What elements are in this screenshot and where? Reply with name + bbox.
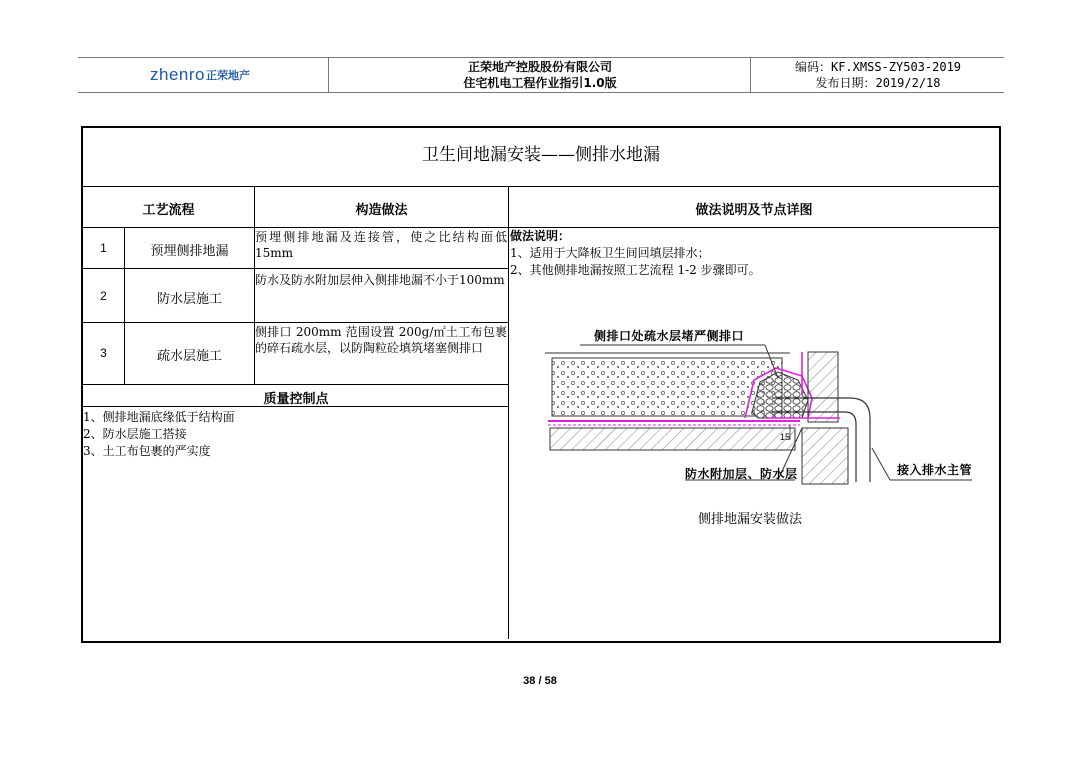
- company-logo: [150, 65, 270, 85]
- table-rule: [508, 186, 509, 639]
- table-rule: [83, 322, 509, 323]
- header-divider: [750, 57, 751, 92]
- header-top-rule: [78, 57, 1004, 58]
- note-item: 1、适用于大降板卫生间回填层排水；: [510, 246, 710, 260]
- header-bottom-rule: [78, 92, 1004, 93]
- note-item: 2、其他侧排地漏按照工艺流程 1-2 步骤即可。: [510, 263, 761, 277]
- table-rule: [83, 268, 509, 269]
- company-name: 正荣地产控股股份有限公司: [467, 60, 612, 74]
- logo-text-cn: 正荣地产: [205, 69, 250, 82]
- table-rule: [83, 384, 509, 385]
- step-number: 3: [100, 346, 107, 360]
- quality-item: 2、防水层施工搭接: [83, 427, 187, 441]
- step-number: 1: [100, 241, 107, 255]
- section-title: 卫生间地漏安装——侧排水地漏: [422, 145, 660, 165]
- step-description: 侧排口 200mm 范围设置 200g/㎡土工布包裹的碎石疏水层，以防陶粒砼填筑堵塞侧排口: [255, 325, 507, 355]
- diagram-label-right: 接入排水主管: [897, 463, 973, 477]
- step-number: 2: [100, 289, 107, 303]
- step-description: 预埋侧排地漏及连接管，使之比结构面低15mm: [255, 230, 507, 260]
- publish-date: 发布日期：2019/2/18: [815, 76, 941, 90]
- notes-title: 做法说明：: [510, 229, 571, 243]
- table-rule: [83, 186, 999, 187]
- column-header-detail: 做法说明及节点详图: [695, 203, 813, 218]
- step-name: 疏水层施工: [156, 349, 222, 364]
- page-number: 38 / 58: [523, 675, 557, 687]
- quality-item: 3、土工布包裹的严实度: [83, 444, 211, 458]
- quality-title: 质量控制点: [263, 392, 329, 407]
- logo-text-en: zhenro: [150, 65, 205, 84]
- step-name: 预埋侧排地漏: [150, 244, 229, 259]
- guide-title: 住宅机电工程作业指引1.0版: [463, 76, 617, 90]
- document-code: 编码：KF.XMSS-ZY503-2019: [794, 60, 962, 74]
- column-header-method: 构造做法: [355, 203, 408, 218]
- diagram-caption: 侧排地漏安装做法: [697, 512, 802, 527]
- dimension-label: 15: [780, 432, 791, 442]
- quality-item: 1、侧排地漏底缘低于结构面: [83, 410, 235, 424]
- step-description: 防水及防水附加层伸入侧排地漏不小于100mm: [255, 273, 505, 287]
- step-name: 防水层施工: [156, 292, 222, 307]
- notes: [510, 228, 990, 279]
- quality-list: [83, 409, 503, 460]
- column-header-process: 工艺流程: [142, 203, 195, 218]
- diagram-label-top: 侧排口处疏水层堵严侧排口: [594, 329, 745, 343]
- diagram-label-bottom: 防水附加层、防水层: [685, 467, 798, 481]
- header-divider: [328, 57, 329, 92]
